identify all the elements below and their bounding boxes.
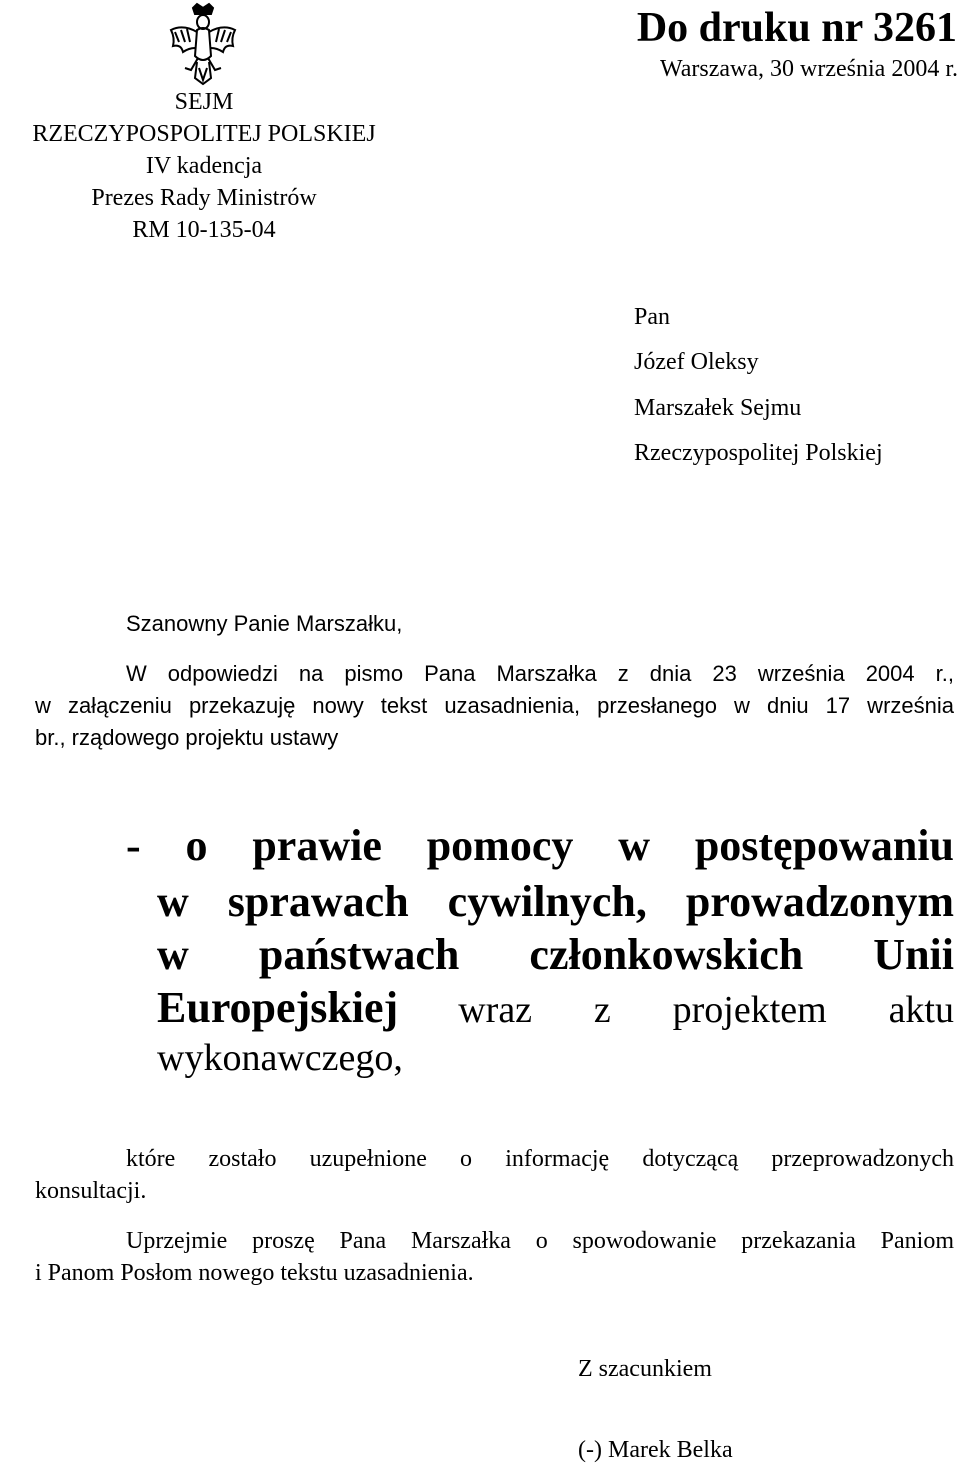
intro-line-1: W odpowiedzi na pismo Pana Marszałka z dnia 23 września 2004 r., xyxy=(126,661,954,686)
polish-eagle-emblem-icon xyxy=(165,2,241,86)
print-number: Do druku nr 3261 xyxy=(636,5,957,51)
sender-line-kadencja: IV kadencja xyxy=(145,153,263,179)
body-p2-line-1: Uprzejmie proszę Pana Marszałka o spowodowanie przekazania Paniom xyxy=(126,1228,954,1254)
sender-line-reference: RM 10-135-04 xyxy=(132,217,276,243)
sender-header xyxy=(0,86,408,246)
addressee-line-pan: Pan xyxy=(634,304,670,330)
bill-title-line-5: wykonawczego, xyxy=(157,1037,403,1079)
bill-title-europejskiej: Europejskiej xyxy=(157,983,399,1032)
sender-line-prezes: Prezes Rady Ministrów xyxy=(91,185,317,211)
sender-line-sejm: SEJM xyxy=(174,89,234,115)
salutation: Szanowny Panie Marszałku, xyxy=(126,611,403,636)
bill-title-line-3: w państwach członkowskich Unii xyxy=(157,930,954,979)
intro-line-3: br., rządowego projektu ustawy xyxy=(35,725,339,750)
sender-line-rp: RZECZYPOSPOLITEJ POLSKIEJ xyxy=(32,121,376,147)
body-p2-line-2: i Panom Posłom nowego tekstu uzasadnienia. xyxy=(35,1260,474,1286)
body-p1-line-1: które zostało uzupełnione o informację dotyczącą przeprowadzonych xyxy=(126,1146,954,1172)
signature: (-) Marek Belka xyxy=(578,1437,733,1463)
body-p1-line-2: konsultacji. xyxy=(35,1178,147,1204)
closing: Z szacunkiem xyxy=(578,1356,712,1382)
bill-title-with-project: wraz z projektem aktu xyxy=(458,989,954,1031)
addressee-line-country: Rzeczypospolitej Polskiej xyxy=(634,440,883,466)
letter-date: Warszawa, 30 września 2004 r. xyxy=(660,56,958,82)
bill-title-line-2: w sprawach cywilnych, prowadzonym xyxy=(157,877,954,926)
bill-title-line-1: - o prawie pomocy w postępowaniu xyxy=(126,821,954,870)
addressee-line-name: Józef Oleksy xyxy=(634,349,759,375)
intro-line-2: w załączeniu przekazuję nowy tekst uzasadnienia, przesłanego w dniu 17 września xyxy=(35,693,954,718)
addressee-line-title: Marszałek Sejmu xyxy=(634,395,802,421)
